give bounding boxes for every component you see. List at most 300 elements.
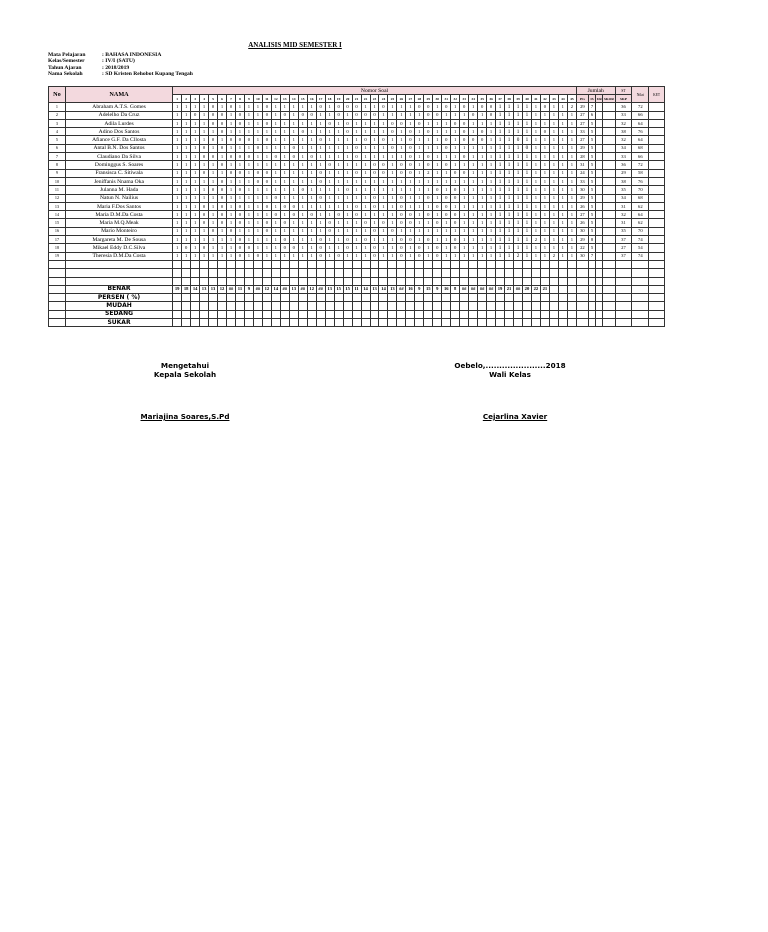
answer-cell: 1 xyxy=(388,153,397,161)
score-ur xyxy=(596,252,603,260)
empty-cell xyxy=(588,277,595,285)
answer-cell: 1 xyxy=(173,211,182,219)
answer-cell: 1 xyxy=(298,227,307,235)
answer-cell: 1 xyxy=(307,194,316,202)
answer-cell: 1 xyxy=(244,161,253,169)
answer-cell: 0 xyxy=(289,211,298,219)
summary-value xyxy=(478,302,487,310)
empty-cell xyxy=(200,269,209,277)
summary-blank xyxy=(649,310,665,318)
answer-cell: 1 xyxy=(558,194,567,202)
answer-cell: 1 xyxy=(424,202,433,210)
score-pg: 33 xyxy=(576,128,588,136)
answer-cell: 1 xyxy=(567,177,576,185)
answer-cell: 1 xyxy=(522,236,531,244)
answer-cell: 1 xyxy=(522,227,531,235)
empty-cell xyxy=(505,260,514,268)
empty-cell xyxy=(558,277,567,285)
answer-cell: 0 xyxy=(262,169,271,177)
empty-cell xyxy=(469,277,478,285)
header-ket: KET xyxy=(649,87,665,103)
summary-value: ## xyxy=(514,285,523,293)
empty-cell xyxy=(325,260,334,268)
summary-value xyxy=(540,319,549,327)
answer-cell: 0 xyxy=(262,202,271,210)
summary-value xyxy=(451,310,460,318)
summary-value xyxy=(460,319,469,327)
score-ket xyxy=(649,119,665,127)
answer-cell: 1 xyxy=(505,169,514,177)
summary-value: 15 xyxy=(343,285,352,293)
empty-cell xyxy=(505,269,514,277)
answer-cell: 1 xyxy=(460,186,469,194)
answer-cell: 1 xyxy=(298,194,307,202)
answer-cell: 0 xyxy=(469,136,478,144)
answer-cell: 1 xyxy=(298,153,307,161)
question-number: 2 xyxy=(182,95,191,103)
answer-cell: 1 xyxy=(540,186,549,194)
answer-cell: 1 xyxy=(558,161,567,169)
answer-cell: 1 xyxy=(478,161,487,169)
score-total xyxy=(603,161,615,169)
answer-cell: 1 xyxy=(173,119,182,127)
answer-cell: 1 xyxy=(487,211,496,219)
answer-cell: 1 xyxy=(173,194,182,202)
answer-cell: 1 xyxy=(522,119,531,127)
summary-value: 12 xyxy=(262,285,271,293)
summary-value xyxy=(522,310,531,318)
answer-cell: 1 xyxy=(227,244,236,252)
answer-cell: 1 xyxy=(298,169,307,177)
answer-cell: 0 xyxy=(370,161,379,169)
summary-value xyxy=(558,310,567,318)
score-is: 5 xyxy=(588,194,595,202)
summary-value xyxy=(460,294,469,302)
answer-cell: 1 xyxy=(558,219,567,227)
answer-cell: 1 xyxy=(343,202,352,210)
header-skor: SKOR xyxy=(603,96,614,101)
score-total xyxy=(603,211,615,219)
answer-cell: 1 xyxy=(343,219,352,227)
summary-blank xyxy=(588,285,595,293)
empty-cell xyxy=(325,277,334,285)
summary-value: ## xyxy=(280,285,289,293)
answer-cell: 0 xyxy=(343,119,352,127)
answer-cell: 1 xyxy=(549,144,558,152)
score-total xyxy=(603,103,615,111)
summary-value xyxy=(289,302,298,310)
score-pg: 27 xyxy=(576,136,588,144)
answer-cell: 1 xyxy=(280,227,289,235)
empty-cell xyxy=(253,260,262,268)
answer-cell: 1 xyxy=(316,186,325,194)
summary-value: 12 xyxy=(218,285,227,293)
empty-cell xyxy=(424,269,433,277)
empty-cell xyxy=(415,260,424,268)
answer-cell: 1 xyxy=(531,111,540,119)
answer-cell: 1 xyxy=(460,161,469,169)
summary-value xyxy=(235,294,244,302)
answer-cell: 1 xyxy=(469,202,478,210)
answer-cell: 1 xyxy=(460,211,469,219)
meta-value: : BAHASA INDONESIA xyxy=(102,52,162,58)
answer-cell: 1 xyxy=(370,153,379,161)
answer-cell: 1 xyxy=(379,252,388,260)
empty-cell xyxy=(334,277,343,285)
summary-value xyxy=(460,310,469,318)
answer-cell: 1 xyxy=(424,186,433,194)
answer-cell: 1 xyxy=(244,252,253,260)
answer-cell: 1 xyxy=(280,211,289,219)
question-number: 35 xyxy=(478,95,487,103)
answer-cell: 1 xyxy=(469,211,478,219)
answer-cell: 1 xyxy=(262,244,271,252)
answer-cell: 0 xyxy=(218,111,227,119)
answer-cell: 1 xyxy=(334,119,343,127)
answer-cell: 1 xyxy=(244,111,253,119)
answer-cell: 0 xyxy=(209,119,218,127)
summary-value xyxy=(343,302,352,310)
summary-value: 22 xyxy=(531,285,540,293)
answer-cell: 1 xyxy=(522,153,531,161)
answer-cell: 0 xyxy=(262,219,271,227)
answer-cell: 0 xyxy=(451,244,460,252)
empty-cell xyxy=(65,277,172,285)
summary-value xyxy=(397,302,406,310)
summary-value: ## xyxy=(253,285,262,293)
answer-cell: 1 xyxy=(531,169,540,177)
score-pg: 24 xyxy=(576,169,588,177)
summary-blank xyxy=(615,319,632,327)
summary-value xyxy=(370,319,379,327)
answer-cell: 1 xyxy=(567,136,576,144)
answer-cell: 1 xyxy=(244,186,253,194)
summary-value xyxy=(298,319,307,327)
student-name: Dominggus S. Soares xyxy=(65,161,172,169)
score-is: 5 xyxy=(588,202,595,210)
row-number: 15 xyxy=(49,219,66,227)
empty-cell xyxy=(460,269,469,277)
answer-cell: 1 xyxy=(352,236,361,244)
answer-cell: 0 xyxy=(397,219,406,227)
summary-value xyxy=(280,310,289,318)
question-number: 19 xyxy=(334,95,343,103)
answer-cell: 1 xyxy=(460,144,469,152)
empty-cell xyxy=(588,269,595,277)
row-number: 11 xyxy=(49,186,66,194)
answer-cell: 1 xyxy=(487,227,496,235)
answer-cell: 1 xyxy=(451,144,460,152)
empty-cell xyxy=(244,269,253,277)
answer-cell: 1 xyxy=(397,128,406,136)
answer-cell: 1 xyxy=(487,236,496,244)
answer-cell: 0 xyxy=(424,211,433,219)
empty-cell xyxy=(649,269,665,277)
score-pg: 30 xyxy=(576,186,588,194)
answer-cell: 1 xyxy=(289,219,298,227)
summary-value xyxy=(442,310,451,318)
summary-value xyxy=(433,319,442,327)
question-number: 14 xyxy=(289,95,298,103)
empty-cell xyxy=(271,260,280,268)
answer-cell: 1 xyxy=(558,111,567,119)
empty-cell xyxy=(352,277,361,285)
summary-value: ## xyxy=(227,285,236,293)
summary-value: 14 xyxy=(191,285,200,293)
score-skp: 70 xyxy=(632,186,649,194)
answer-cell: 1 xyxy=(531,186,540,194)
answer-cell: 1 xyxy=(540,219,549,227)
answer-cell: 1 xyxy=(549,136,558,144)
summary-value xyxy=(173,319,182,327)
summary-value: ## xyxy=(478,285,487,293)
answer-cell: 1 xyxy=(334,227,343,235)
answer-cell: 0 xyxy=(253,177,262,185)
answer-cell: 0 xyxy=(218,128,227,136)
question-number: 45 xyxy=(567,95,576,103)
answer-cell: 1 xyxy=(424,244,433,252)
answer-cell: 1 xyxy=(388,177,397,185)
summary-blank xyxy=(615,310,632,318)
summary-value xyxy=(514,302,523,310)
answer-cell: 1 xyxy=(487,244,496,252)
answer-cell: 1 xyxy=(487,153,496,161)
answer-cell: 1 xyxy=(298,236,307,244)
answer-cell: 1 xyxy=(262,153,271,161)
answer-cell: 1 xyxy=(262,186,271,194)
answer-cell: 0 xyxy=(289,144,298,152)
student-name: Mikael Eddy D.C.Silva xyxy=(65,244,172,252)
empty-cell xyxy=(496,260,505,268)
answer-cell: 0 xyxy=(307,111,316,119)
answer-cell: 1 xyxy=(496,144,505,152)
answer-cell: 1 xyxy=(200,252,209,260)
answer-cell: 1 xyxy=(531,103,540,111)
answer-cell: 1 xyxy=(280,169,289,177)
score-total xyxy=(603,227,615,235)
answer-cell: 1 xyxy=(227,128,236,136)
answer-cell: 1 xyxy=(191,153,200,161)
answer-cell: 1 xyxy=(191,227,200,235)
answer-cell: 0 xyxy=(227,169,236,177)
answer-cell: 1 xyxy=(558,144,567,152)
answer-cell: 1 xyxy=(549,202,558,210)
summary-value: 13 xyxy=(388,285,397,293)
answer-cell: 1 xyxy=(209,219,218,227)
summary-value xyxy=(262,294,271,302)
summary-value xyxy=(244,302,253,310)
row-number: 17 xyxy=(49,236,66,244)
answer-cell: 1 xyxy=(487,202,496,210)
empty-cell xyxy=(540,269,549,277)
answer-cell: 1 xyxy=(280,128,289,136)
answer-cell: 1 xyxy=(540,169,549,177)
answer-cell: 0 xyxy=(343,103,352,111)
empty-cell xyxy=(615,269,632,277)
student-name: Maria M.Q.Meak xyxy=(65,219,172,227)
summary-value: 19 xyxy=(496,285,505,293)
empty-cell xyxy=(558,269,567,277)
summary-benar-row xyxy=(49,285,665,293)
summary-value xyxy=(415,302,424,310)
summary-blank xyxy=(588,310,595,318)
answer-cell: 1 xyxy=(370,236,379,244)
answer-cell: 1 xyxy=(325,177,334,185)
empty-cell xyxy=(244,277,253,285)
score-nilai: 37 xyxy=(615,236,632,244)
meta-label: Mata Pelajaran xyxy=(48,52,86,58)
empty-cell xyxy=(406,269,415,277)
summary-value xyxy=(227,302,236,310)
answer-cell: 1 xyxy=(307,136,316,144)
answer-cell: 1 xyxy=(200,128,209,136)
answer-cell: 0 xyxy=(388,144,397,152)
student-row xyxy=(49,227,665,235)
empty-cell xyxy=(388,260,397,268)
answer-cell: 1 xyxy=(406,119,415,127)
answer-cell: 0 xyxy=(451,119,460,127)
answer-cell: 1 xyxy=(388,211,397,219)
question-number: 26 xyxy=(397,95,406,103)
answer-cell: 1 xyxy=(496,177,505,185)
question-number: 5 xyxy=(209,95,218,103)
answer-cell: 1 xyxy=(433,128,442,136)
header-is: IS xyxy=(590,96,594,101)
empty-cell xyxy=(522,269,531,277)
answer-cell: 1 xyxy=(514,227,523,235)
answer-cell: 1 xyxy=(209,211,218,219)
score-total xyxy=(603,202,615,210)
answer-cell: 0 xyxy=(433,111,442,119)
answer-cell: 1 xyxy=(460,177,469,185)
answer-cell: 1 xyxy=(388,186,397,194)
answer-cell: 1 xyxy=(334,236,343,244)
answer-cell: 1 xyxy=(531,128,540,136)
answer-cell: 1 xyxy=(469,252,478,260)
answer-cell: 1 xyxy=(191,211,200,219)
row-number: 12 xyxy=(49,194,66,202)
answer-cell: 0 xyxy=(460,169,469,177)
empty-cell xyxy=(191,269,200,277)
answer-cell: 1 xyxy=(173,219,182,227)
answer-cell: 1 xyxy=(496,244,505,252)
summary-value xyxy=(424,302,433,310)
summary-value xyxy=(209,319,218,327)
answer-cell: 1 xyxy=(343,161,352,169)
answer-cell: 0 xyxy=(235,153,244,161)
empty-cell xyxy=(280,269,289,277)
answer-cell: 0 xyxy=(316,244,325,252)
answer-cell: 0 xyxy=(424,161,433,169)
summary-blank xyxy=(649,319,665,327)
empty-cell xyxy=(334,269,343,277)
answer-cell: 1 xyxy=(379,144,388,152)
summary-blank xyxy=(603,302,615,310)
summary-label: MUDAH xyxy=(65,302,172,310)
answer-cell: 1 xyxy=(397,153,406,161)
answer-cell: 1 xyxy=(442,128,451,136)
score-total xyxy=(603,244,615,252)
answer-cell: 1 xyxy=(415,144,424,152)
answer-cell: 1 xyxy=(316,119,325,127)
summary-value xyxy=(182,319,191,327)
answer-cell: 1 xyxy=(182,236,191,244)
empty-cell xyxy=(596,260,603,268)
summary-value: ## xyxy=(460,285,469,293)
answer-cell: 1 xyxy=(227,202,236,210)
summary-value xyxy=(271,294,280,302)
answer-cell: 0 xyxy=(316,236,325,244)
answer-cell: 1 xyxy=(379,194,388,202)
answer-cell: 1 xyxy=(244,177,253,185)
answer-cell: 1 xyxy=(567,128,576,136)
answer-cell: 0 xyxy=(451,219,460,227)
row-number: 16 xyxy=(49,227,66,235)
answer-cell: 1 xyxy=(514,111,523,119)
answer-cell: 0 xyxy=(200,169,209,177)
answer-cell: 1 xyxy=(253,194,262,202)
answer-cell: 0 xyxy=(235,136,244,144)
answer-cell: 1 xyxy=(209,177,218,185)
summary-value: ## xyxy=(469,285,478,293)
answer-cell: 1 xyxy=(227,161,236,169)
summary-blank xyxy=(576,302,588,310)
summary-value: ## xyxy=(487,285,496,293)
answer-cell: 1 xyxy=(253,219,262,227)
summary-blank xyxy=(576,319,588,327)
answer-cell: 1 xyxy=(531,227,540,235)
answer-cell: 1 xyxy=(244,202,253,210)
answer-cell: 1 xyxy=(271,236,280,244)
answer-cell: 1 xyxy=(343,144,352,152)
answer-cell: 1 xyxy=(280,103,289,111)
answer-cell: 1 xyxy=(522,252,531,260)
summary-value xyxy=(531,302,540,310)
answer-cell: 0 xyxy=(433,186,442,194)
answer-cell: 1 xyxy=(549,153,558,161)
answer-cell: 0 xyxy=(298,111,307,119)
answer-cell: 1 xyxy=(191,219,200,227)
answer-cell: 1 xyxy=(540,111,549,119)
answer-cell: 0 xyxy=(406,169,415,177)
answer-cell: 1 xyxy=(244,236,253,244)
answer-cell: 1 xyxy=(361,227,370,235)
principal-name: Mariajina Soares,S.Pd xyxy=(140,412,230,421)
empty-cell xyxy=(334,260,343,268)
answer-cell: 0 xyxy=(235,169,244,177)
student-row xyxy=(49,177,665,185)
answer-cell: 1 xyxy=(200,186,209,194)
answer-cell: 1 xyxy=(558,177,567,185)
summary-value xyxy=(496,302,505,310)
answer-cell: 1 xyxy=(289,186,298,194)
answer-cell: 1 xyxy=(433,169,442,177)
answer-cell: 0 xyxy=(262,103,271,111)
answer-cell: 1 xyxy=(361,211,370,219)
summary-value xyxy=(235,302,244,310)
answer-cell: 1 xyxy=(253,202,262,210)
answer-cell: 1 xyxy=(334,169,343,177)
score-pg: 30 xyxy=(576,252,588,260)
answer-cell: 0 xyxy=(478,136,487,144)
summary-label: PERSEN ( %) xyxy=(65,294,172,302)
score-nilai: 37 xyxy=(615,252,632,260)
score-nilai: 31 xyxy=(615,202,632,210)
answer-cell: 1 xyxy=(235,227,244,235)
answer-cell: 1 xyxy=(280,153,289,161)
answer-cell: 1 xyxy=(352,161,361,169)
answer-cell: 1 xyxy=(253,111,262,119)
